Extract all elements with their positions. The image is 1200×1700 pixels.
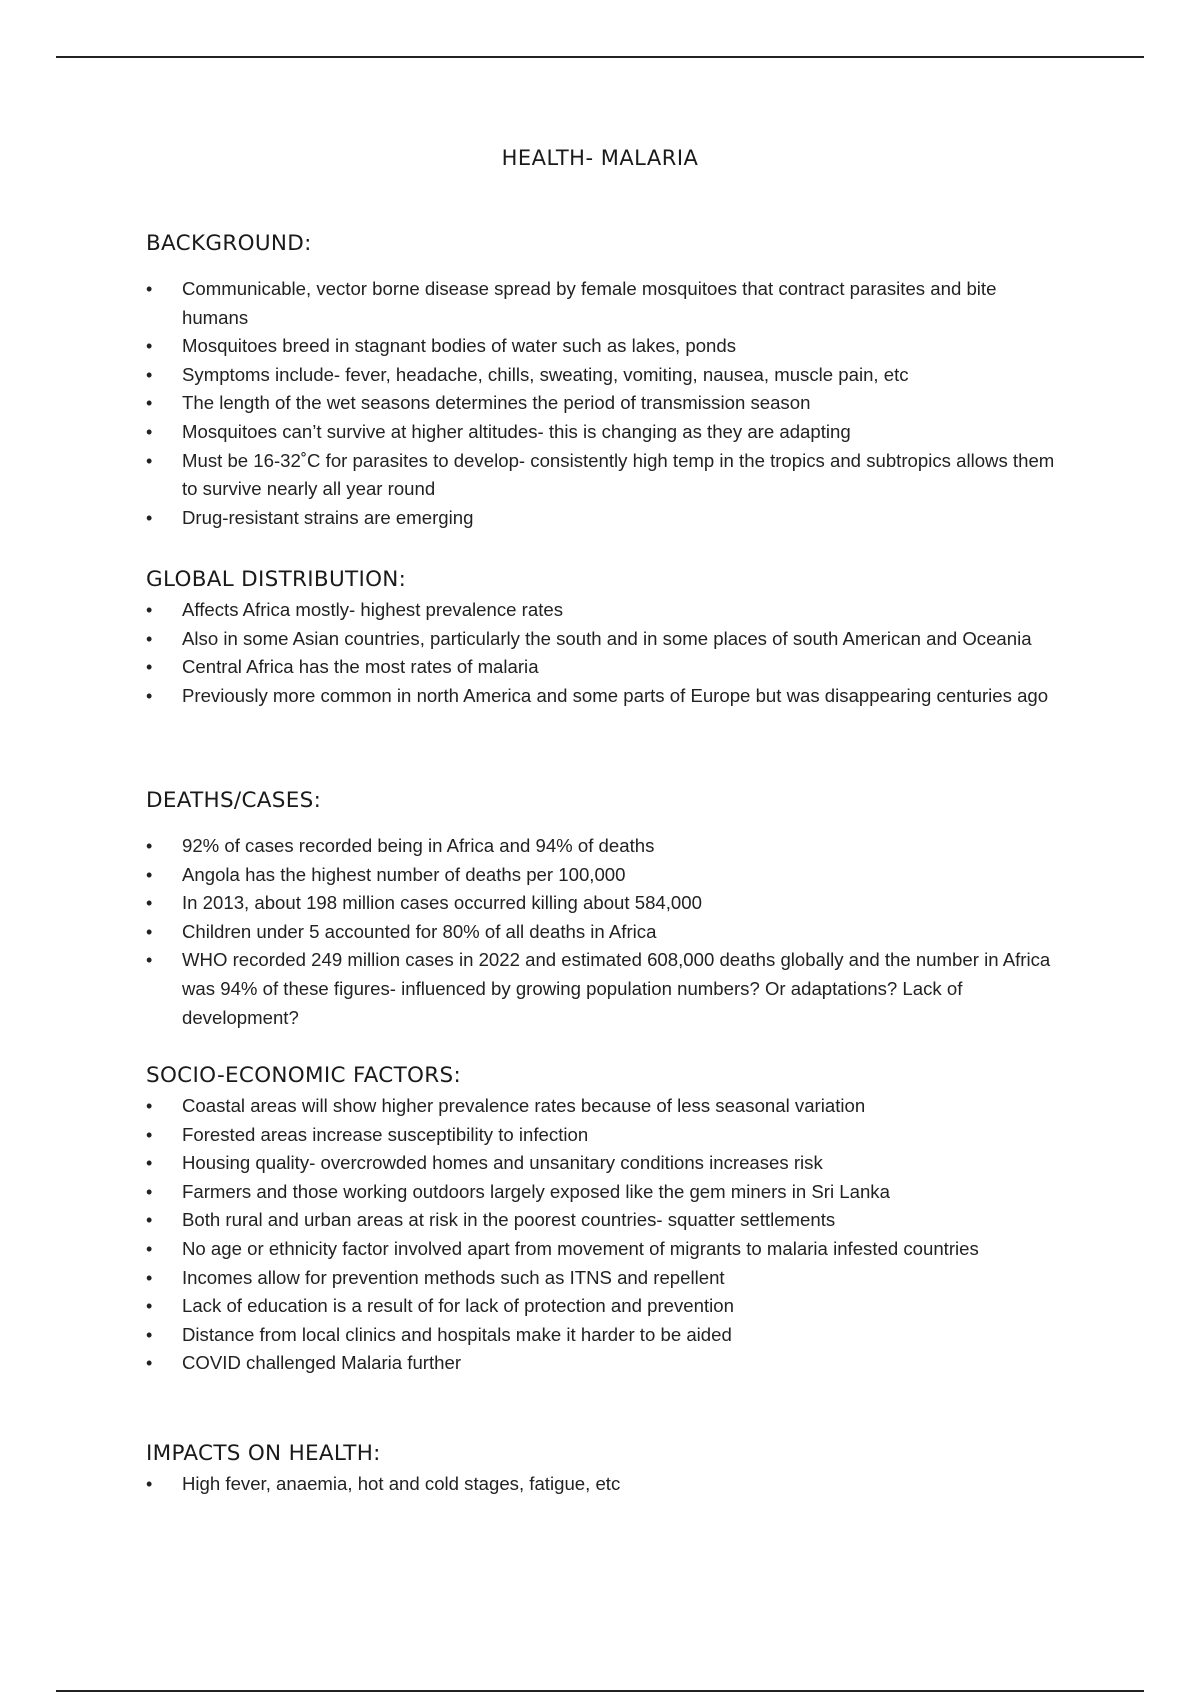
bullet-list — [146, 275, 1066, 532]
bullet-icon: • — [146, 1474, 153, 1494]
list-item-text: Coastal areas will show higher prevalence rates because of less seasonal variation — [182, 1095, 866, 1116]
bullet-icon: • — [146, 1181, 153, 1202]
list-item-text: COVID challenged Malaria further — [182, 1352, 462, 1374]
list-item-text: Children under 5 accounted for 80% of all deaths in Africa — [182, 920, 657, 942]
list-item-text: Communicable, vector borne disease spread by female mosquitoes that contract parasites and bite humans — [182, 278, 997, 328]
bullet-icon: • — [146, 336, 153, 357]
list-item — [146, 361, 1066, 390]
list-item — [146, 504, 1066, 533]
list-item-text: Farmers and those working outdoors largely exposed like the gem miners in Sri Lanka — [182, 1180, 890, 1202]
bullet-icon: • — [146, 1238, 153, 1259]
list-item-text: Angola has the highest number of deaths per 100,000 — [182, 863, 626, 885]
bullet-icon: • — [146, 864, 153, 885]
document-title: HEALTH- MALARIA — [501, 146, 699, 170]
list-item-text: Affects Africa mostly- highest prevalence rates — [182, 599, 563, 620]
bullet-icon: • — [146, 1267, 153, 1288]
list-item-text: In 2013, about 198 million cases occurred killing about 584,000 — [182, 892, 702, 914]
bullet-icon: • — [146, 450, 153, 471]
list-item-text: Both rural and urban areas at risk in the poorest countries- squatter settlements — [182, 1209, 836, 1231]
list-item-text: Lack of education is a result of for lack of protection and prevention — [182, 1295, 734, 1317]
list-item-text: Drug-resistant strains are emerging — [182, 506, 474, 528]
bullet-icon: • — [146, 950, 153, 971]
list-item-text: High fever, anaemia, hot and cold stages, fatigue, etc — [182, 1473, 621, 1494]
list-item — [146, 653, 1066, 682]
section-heading: IMPACTS ON HEALTH: — [146, 1441, 381, 1466]
bullet-icon: • — [146, 1353, 153, 1374]
bullet-icon: • — [146, 279, 153, 299]
list-item-text: Incomes allow for prevention methods such as ITNS and repellent — [182, 1266, 725, 1288]
list-item — [146, 1292, 1066, 1321]
list-item — [146, 418, 1066, 447]
bullet-icon: • — [146, 628, 153, 649]
section-deaths-cases — [146, 787, 1066, 1032]
list-item — [146, 861, 1066, 890]
bullet-list — [146, 596, 1066, 710]
bullet-icon: • — [146, 893, 153, 914]
list-item-text: Previously more common in north America and some parts of Europe but was disappearing centuries ago — [182, 684, 1049, 706]
list-item-text: Housing quality- overcrowded homes and unsanitary conditions increases risk — [182, 1152, 823, 1174]
list-item — [146, 596, 1066, 625]
bullet-icon: • — [146, 421, 153, 442]
list-item — [146, 1149, 1066, 1178]
list-item — [146, 1121, 1066, 1150]
list-item-text: Also in some Asian countries, particularly the south and in some places of south American and Oceania — [182, 627, 1032, 649]
list-item — [146, 1178, 1066, 1207]
list-item — [146, 1235, 1066, 1264]
bullet-icon: • — [146, 657, 153, 678]
list-item — [146, 332, 1066, 361]
list-item-text: Central Africa has the most rates of malaria — [182, 656, 539, 678]
list-item — [146, 832, 1066, 861]
list-item — [146, 275, 1066, 332]
list-item — [146, 389, 1066, 418]
section-impacts-on-health — [146, 1440, 1066, 1499]
list-item — [146, 447, 1066, 504]
bullet-icon: • — [146, 1296, 153, 1317]
list-item-text: Mosquitoes breed in stagnant bodies of water such as lakes, ponds — [182, 335, 737, 357]
section-background — [146, 230, 1066, 532]
list-item-text: Mosquitoes can’t survive at higher altitudes- this is changing as they are adapting — [182, 420, 851, 442]
list-item — [146, 946, 1066, 1032]
section-global-distribution — [146, 566, 1066, 710]
list-item — [146, 1264, 1066, 1293]
bullet-icon: • — [146, 921, 153, 942]
bullet-icon: • — [146, 1124, 153, 1145]
bottom-divider — [56, 1690, 1144, 1692]
list-item-text: Must be 16-32˚C for parasites to develop- consistently high temp in the tropics and subtropics allows them to survive nearly all year round — [182, 449, 1055, 500]
bullet-icon: • — [146, 507, 153, 528]
list-item-text: Forested areas increase susceptibility to infection — [182, 1123, 589, 1145]
section-heading: BACKGROUND: — [146, 231, 312, 256]
section-socio-economic-factors — [146, 1062, 1066, 1378]
section-heading: DEATHS/CASES: — [146, 788, 322, 813]
bullet-icon: • — [146, 685, 153, 706]
bullet-icon: • — [146, 1096, 153, 1116]
section-heading: GLOBAL DISTRIBUTION: — [146, 567, 407, 592]
list-item — [146, 1206, 1066, 1235]
bullet-icon: • — [146, 364, 153, 385]
list-item-text: WHO recorded 249 million cases in 2022 and estimated 608,000 deaths globally and the number in Africa was 94% of these figures- influenced by growing population numbers? Or adaptations? Lack of development? — [182, 949, 1051, 1028]
bullet-icon: • — [146, 1324, 153, 1345]
bullet-list — [146, 1092, 1066, 1378]
list-item-text: No age or ethnicity factor involved apart from movement of migrants to malaria infested countries — [182, 1237, 979, 1259]
bullet-icon: • — [146, 393, 153, 414]
bullet-icon: • — [146, 1153, 153, 1174]
list-item — [146, 1321, 1066, 1350]
list-item — [146, 1349, 1066, 1378]
bullet-list — [146, 1470, 1066, 1499]
list-item — [146, 918, 1066, 947]
list-item — [146, 1092, 1066, 1121]
top-divider — [56, 56, 1144, 58]
list-item-text: Distance from local clinics and hospitals make it harder to be aided — [182, 1323, 732, 1345]
list-item — [146, 1470, 1066, 1499]
bullet-icon: • — [146, 1210, 153, 1231]
list-item — [146, 625, 1066, 654]
list-item-text: 92% of cases recorded being in Africa and 94% of deaths — [182, 835, 655, 856]
section-heading: SOCIO-ECONOMIC FACTORS: — [146, 1063, 461, 1088]
list-item — [146, 889, 1066, 918]
bullet-list — [146, 832, 1066, 1032]
list-item-text: Symptoms include- fever, headache, chills, sweating, vomiting, nausea, muscle pain, etc — [182, 363, 909, 385]
list-item — [146, 682, 1066, 711]
list-item-text: The length of the wet seasons determines the period of transmission season — [182, 392, 811, 414]
bullet-icon: • — [146, 600, 153, 620]
bullet-icon: • — [146, 836, 153, 856]
